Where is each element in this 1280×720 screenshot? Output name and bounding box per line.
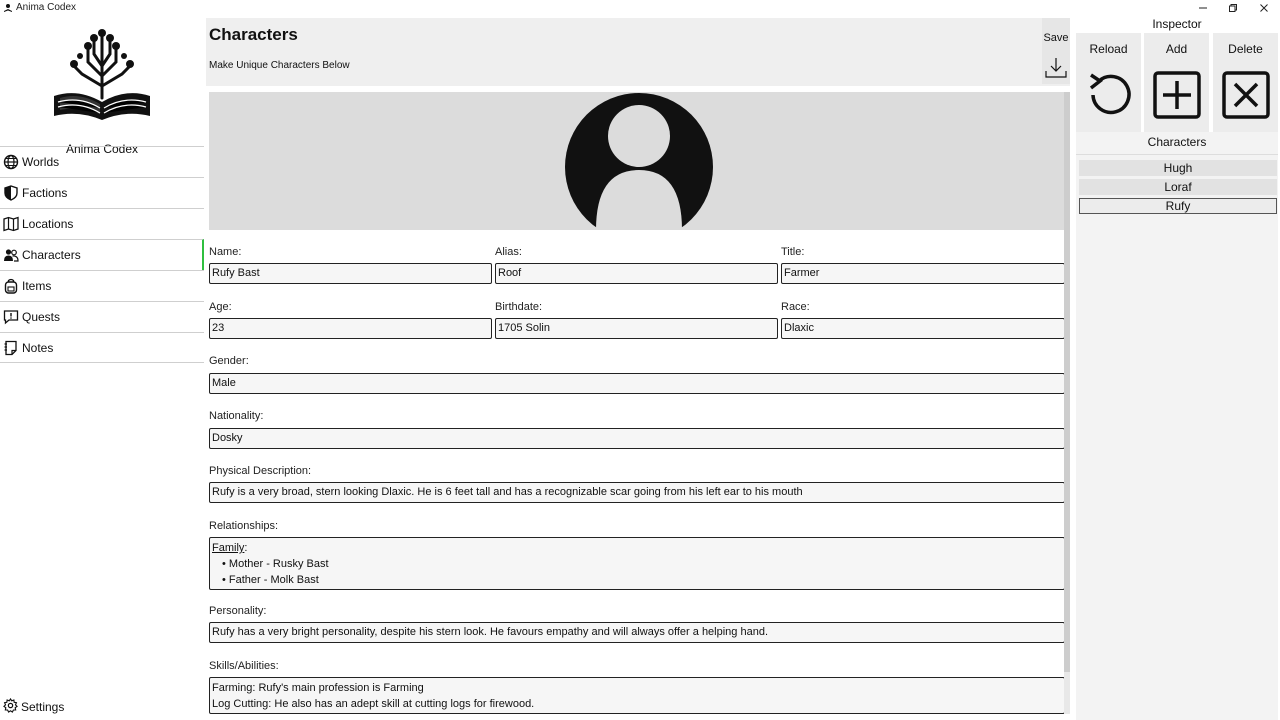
save-label: Save — [1043, 32, 1069, 44]
list-item[interactable]: Rufy — [1079, 198, 1277, 214]
character-list-panel — [1076, 132, 1278, 720]
sidebar-item-label: Notes — [22, 340, 54, 355]
restore-button[interactable] — [1218, 0, 1248, 16]
name-label: Name: — [209, 246, 242, 258]
sidebar — [0, 16, 204, 720]
list-item[interactable]: Hugh — [1079, 160, 1277, 176]
portrait-area[interactable] — [209, 92, 1067, 230]
page-subtitle: Make Unique Characters Below — [209, 60, 350, 71]
globe-icon — [3, 154, 19, 170]
birthdate-field[interactable]: 1705 Solin — [495, 318, 778, 339]
personality-field[interactable]: Rufy has a very bright personality, despite his stern look. He favours empathy and will always offer a helping hand. — [209, 622, 1065, 643]
race-label: Race: — [781, 301, 810, 313]
age-label: Age: — [209, 301, 232, 313]
backpack-icon — [3, 278, 19, 294]
title-field[interactable]: Farmer — [781, 263, 1065, 284]
skill-line: Farming: Rufy's main profession is Farming — [212, 682, 424, 694]
sidebar-item-worlds[interactable] — [0, 146, 204, 177]
name-field[interactable]: Rufy Bast — [209, 263, 492, 284]
gear-icon — [3, 698, 21, 716]
restore-icon — [1228, 3, 1238, 13]
character-form — [206, 90, 1070, 720]
skills-field[interactable] — [209, 677, 1065, 714]
physical-description-label: Physical Description: — [209, 465, 312, 477]
save-button[interactable] — [1042, 18, 1070, 84]
physical-description-field[interactable]: Rufy is a very broad, stern looking Dlaxic. He is 6 feet tall and has a recognizable scar going from his left ear to his mouth — [209, 482, 1065, 503]
minimize-icon — [1198, 3, 1208, 13]
reload-button[interactable] — [1076, 33, 1141, 143]
delete-icon — [1220, 69, 1272, 121]
window-title: Anima Codex — [16, 2, 77, 13]
title-label: Title: — [781, 246, 805, 258]
vertical-scrollbar[interactable] — [1064, 92, 1070, 714]
add-label: Add — [1165, 42, 1188, 56]
app-name: Anima Codex — [65, 142, 139, 156]
nationality-field[interactable]: Dosky — [209, 428, 1065, 449]
app-icon — [3, 3, 13, 13]
personality-label: Personality: — [209, 605, 267, 617]
sidebar-item-label: Factions — [22, 186, 68, 200]
sidebar-item-label: Characters — [22, 248, 81, 262]
sidebar-item-characters[interactable] — [0, 239, 204, 270]
settings-label: Settings — [21, 700, 65, 714]
page-title: Characters — [209, 25, 298, 44]
reload-icon — [1083, 69, 1135, 121]
race-field[interactable]: Dlaxic — [781, 318, 1065, 339]
add-icon — [1151, 69, 1203, 121]
relationships-heading: Family: — [212, 542, 248, 554]
delete-label: Delete — [1228, 42, 1263, 56]
gender-label: Gender: — [209, 355, 249, 367]
sidebar-item-label: Worlds — [22, 155, 60, 169]
sidebar-item-notes[interactable] — [0, 332, 204, 363]
anima-codex-logo — [50, 26, 154, 122]
delete-button[interactable] — [1213, 33, 1278, 143]
sidebar-item-label: Locations — [22, 217, 74, 231]
inspector-panel — [1074, 16, 1280, 720]
sidebar-item-locations[interactable] — [0, 208, 204, 239]
inspector-title: Inspector — [1152, 17, 1202, 31]
reload-label: Reload — [1089, 42, 1128, 56]
sidebar-item-quests[interactable] — [0, 301, 204, 332]
people-icon — [3, 247, 19, 263]
close-icon — [1259, 3, 1269, 13]
avatar-placeholder-icon — [564, 92, 714, 230]
sidebar-item-items[interactable] — [0, 270, 204, 301]
close-button[interactable] — [1249, 0, 1279, 16]
map-icon — [3, 216, 19, 232]
note-icon — [3, 340, 19, 356]
list-item[interactable]: Loraf — [1079, 179, 1277, 195]
relationship-item: • Mother - Rusky Bast — [222, 558, 329, 570]
sidebar-item-label: Items — [22, 279, 52, 293]
age-field[interactable]: 23 — [209, 318, 492, 339]
character-list-title: Characters — [1076, 135, 1278, 155]
page-header — [206, 18, 1070, 86]
relationships-field[interactable] — [209, 537, 1065, 590]
skill-line: Log Cutting: He also has an adept skill at cutting logs for firewood. — [212, 698, 535, 710]
sidebar-nav — [0, 146, 204, 363]
scroll-thumb[interactable] — [1064, 92, 1070, 672]
title-bar — [0, 0, 1280, 16]
download-icon — [1044, 56, 1068, 80]
alias-label: Alias: — [495, 246, 522, 258]
skills-label: Skills/Abilities: — [209, 660, 279, 672]
birthdate-label: Birthdate: — [495, 301, 543, 313]
minimize-button[interactable] — [1188, 0, 1218, 16]
speech-bubble-icon — [3, 309, 19, 325]
relationship-item: • Father - Molk Bast — [222, 574, 319, 586]
settings-button[interactable] — [3, 698, 64, 716]
add-button[interactable] — [1144, 33, 1209, 143]
sidebar-item-label: Quests — [22, 310, 61, 324]
gender-field[interactable]: Male — [209, 373, 1065, 394]
sidebar-item-factions[interactable] — [0, 177, 204, 208]
nationality-label: Nationality: — [209, 410, 264, 422]
relationships-label: Relationships: — [209, 520, 279, 532]
character-list — [1079, 160, 1277, 217]
alias-field[interactable]: Roof — [495, 263, 778, 284]
shield-icon — [3, 185, 19, 201]
